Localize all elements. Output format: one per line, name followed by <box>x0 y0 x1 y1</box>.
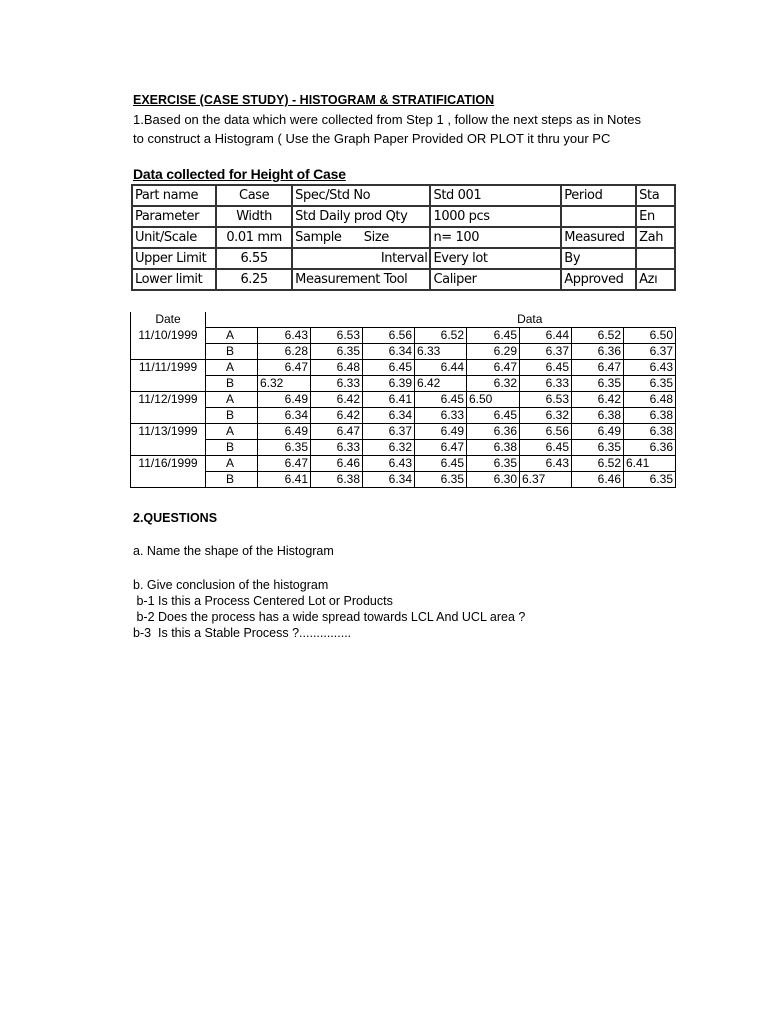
date-header: Date <box>131 312 206 328</box>
date-cell: 11/16/1999 <box>131 456 206 472</box>
value-cell: 6.43 <box>520 456 572 472</box>
value-cell: 6.30 <box>467 472 520 488</box>
value-cell: 6.43 <box>258 328 311 344</box>
info-cell: Caliper <box>430 269 561 290</box>
value-cell: 6.35 <box>311 344 363 360</box>
info-cell: Sample <box>292 227 362 248</box>
value-cell: 6.28 <box>258 344 311 360</box>
info-cell: Upper Limit <box>132 248 216 269</box>
value-cell: 6.45 <box>520 440 572 456</box>
info-cell: n= 100 <box>430 227 561 248</box>
value-cell: 6.50 <box>467 392 520 408</box>
value-cell: 6.32 <box>363 440 415 456</box>
table-row <box>131 328 676 344</box>
info-table-container <box>131 184 676 302</box>
info-cell: Size <box>362 227 431 248</box>
value-cell: 6.36 <box>467 424 520 440</box>
shift-cell: B <box>206 440 258 456</box>
info-cell: Period <box>561 185 636 206</box>
value-cell: 6.34 <box>363 408 415 424</box>
value-cell: 6.37 <box>520 472 572 488</box>
shift-cell: A <box>206 392 258 408</box>
value-cell: 6.41 <box>363 392 415 408</box>
info-cell: Sta <box>636 185 675 206</box>
question-b: b. Give conclusion of the histogram <box>133 578 329 592</box>
shift-cell: B <box>206 376 258 392</box>
info-cell: Lower limit <box>132 269 216 290</box>
value-cell: 6.29 <box>467 344 520 360</box>
value-cell: 6.56 <box>520 424 572 440</box>
shift-cell: A <box>206 456 258 472</box>
value-cell: 6.32 <box>258 376 311 392</box>
table-row <box>131 424 676 440</box>
question-b2: b-2 Does the process has a wide spread towards LCL And UCL area ? <box>133 610 526 624</box>
value-cell: 6.32 <box>467 376 520 392</box>
shift-cell: A <box>206 424 258 440</box>
shift-cell: B <box>206 408 258 424</box>
value-cell: 6.45 <box>415 392 467 408</box>
value-cell: 6.44 <box>520 328 572 344</box>
question-a: a. Name the shape of the Histogram <box>133 544 334 558</box>
value-cell: 6.44 <box>415 360 467 376</box>
value-cell: 6.45 <box>467 408 520 424</box>
value-cell: 6.49 <box>415 424 467 440</box>
info-cell: Zah <box>636 227 675 248</box>
question-b-block <box>133 577 525 641</box>
value-cell: 6.35 <box>415 472 467 488</box>
shift-cell: B <box>206 472 258 488</box>
value-cell: 6.33 <box>415 344 467 360</box>
info-cell: Case <box>216 185 292 206</box>
table-row <box>131 408 676 424</box>
date-cell <box>131 408 206 424</box>
value-cell: 6.38 <box>624 408 676 424</box>
value-cell: 6.47 <box>258 360 311 376</box>
data-table <box>130 312 676 488</box>
table-row <box>131 392 676 408</box>
info-row <box>132 227 675 248</box>
date-cell: 11/12/1999 <box>131 392 206 408</box>
value-cell: 6.49 <box>572 424 624 440</box>
info-row <box>132 248 675 269</box>
value-cell: 6.36 <box>572 344 624 360</box>
value-cell: 6.35 <box>572 376 624 392</box>
info-cell: Measurement Tool <box>292 269 430 290</box>
question-b3: b-3 Is this a Stable Process ?............... <box>133 626 352 640</box>
table-row <box>131 456 676 472</box>
value-cell: 6.35 <box>572 440 624 456</box>
data-table-container <box>130 312 676 488</box>
value-cell: 6.49 <box>258 424 311 440</box>
value-cell: 6.33 <box>311 440 363 456</box>
value-cell: 6.52 <box>572 456 624 472</box>
value-cell: 6.38 <box>467 440 520 456</box>
info-cell: Parameter <box>132 206 216 227</box>
info-cell: Unit/Scale <box>132 227 216 248</box>
info-cell: Width <box>216 206 292 227</box>
value-cell: 6.32 <box>520 408 572 424</box>
value-cell: 6.34 <box>363 344 415 360</box>
info-cell: Std Daily prod Qty <box>292 206 430 227</box>
value-cell: 6.50 <box>624 328 676 344</box>
value-cell: 6.33 <box>311 376 363 392</box>
data-header: Data <box>517 312 543 326</box>
info-cell: Spec/Std No <box>292 185 430 206</box>
value-cell: 6.47 <box>467 360 520 376</box>
value-cell: 6.33 <box>520 376 572 392</box>
table-row <box>131 376 676 392</box>
info-cell: Azı <box>636 269 675 290</box>
value-cell: 6.53 <box>311 328 363 344</box>
info-row <box>132 269 675 290</box>
value-cell: 6.53 <box>520 392 572 408</box>
info-cell: Approved <box>561 269 636 290</box>
info-cell: Every lot <box>430 248 561 269</box>
value-cell: 6.41 <box>258 472 311 488</box>
value-cell: 6.49 <box>258 392 311 408</box>
value-cell: 6.45 <box>520 360 572 376</box>
intro-line: 1.Based on the data which were collected from Step 1 , follow the next steps as in Notes <box>133 112 642 127</box>
data-header-row <box>131 312 676 328</box>
value-cell: 6.37 <box>520 344 572 360</box>
value-cell: 6.37 <box>363 424 415 440</box>
table-row <box>131 344 676 360</box>
info-cell <box>292 248 362 269</box>
value-cell: 6.41 <box>624 456 676 472</box>
questions-heading: 2.QUESTIONS <box>133 511 218 525</box>
info-cell: By <box>561 248 636 269</box>
date-cell: 11/10/1999 <box>131 328 206 344</box>
info-cell: Interval <box>362 248 431 269</box>
value-cell: 6.47 <box>415 440 467 456</box>
value-cell: 6.48 <box>624 392 676 408</box>
value-cell: 6.39 <box>363 376 415 392</box>
info-cell: Std 001 <box>430 185 561 206</box>
value-cell: 6.47 <box>572 360 624 376</box>
value-cell: 6.42 <box>415 376 467 392</box>
info-cell <box>561 206 636 227</box>
info-cell: 6.25 <box>216 269 292 290</box>
value-cell: 6.45 <box>415 456 467 472</box>
shift-cell: A <box>206 360 258 376</box>
value-cell: 6.34 <box>258 408 311 424</box>
question-b1: b-1 Is this a Process Centered Lot or Products <box>133 594 393 608</box>
value-cell: 6.42 <box>572 392 624 408</box>
value-cell: 6.46 <box>572 472 624 488</box>
shift-cell: B <box>206 344 258 360</box>
date-cell <box>131 344 206 360</box>
value-cell: 6.36 <box>624 440 676 456</box>
info-cell: 6.55 <box>216 248 292 269</box>
value-cell: 6.56 <box>363 328 415 344</box>
info-cell: 0.01 mm <box>216 227 292 248</box>
date-cell <box>131 472 206 488</box>
value-cell: 6.38 <box>624 424 676 440</box>
info-cell: Measured <box>561 227 636 248</box>
value-cell: 6.35 <box>258 440 311 456</box>
value-cell: 6.37 <box>624 344 676 360</box>
value-cell: 6.42 <box>311 392 363 408</box>
value-cell: 6.38 <box>311 472 363 488</box>
info-cell: Part name <box>132 185 216 206</box>
value-cell: 6.52 <box>572 328 624 344</box>
value-cell: 6.35 <box>624 472 676 488</box>
info-cell: 1000 pcs <box>430 206 561 227</box>
value-cell: 6.38 <box>572 408 624 424</box>
info-table-title: Data collected for Height of Case <box>133 166 346 182</box>
intro-text <box>133 110 641 148</box>
value-cell: 6.35 <box>624 376 676 392</box>
date-cell <box>131 376 206 392</box>
info-table <box>131 184 676 291</box>
shift-cell: A <box>206 328 258 344</box>
value-cell: 6.47 <box>258 456 311 472</box>
info-cell <box>636 248 675 269</box>
info-row <box>132 185 675 206</box>
date-cell <box>131 440 206 456</box>
table-row <box>131 360 676 376</box>
value-cell: 6.48 <box>311 360 363 376</box>
info-cell: En <box>636 206 675 227</box>
value-cell: 6.46 <box>311 456 363 472</box>
value-cell: 6.33 <box>415 408 467 424</box>
date-cell: 11/11/1999 <box>131 360 206 376</box>
value-cell: 6.43 <box>363 456 415 472</box>
table-row <box>131 472 676 488</box>
value-cell: 6.42 <box>311 408 363 424</box>
value-cell: 6.52 <box>415 328 467 344</box>
value-cell: 6.35 <box>467 456 520 472</box>
value-cell: 6.34 <box>363 472 415 488</box>
value-cell: 6.43 <box>624 360 676 376</box>
value-cell: 6.45 <box>363 360 415 376</box>
value-cell: 6.47 <box>311 424 363 440</box>
info-row <box>132 206 675 227</box>
date-cell: 11/13/1999 <box>131 424 206 440</box>
value-cell: 6.45 <box>467 328 520 344</box>
exercise-title: EXERCISE (CASE STUDY) - HISTOGRAM & STRATIFICATION <box>133 93 495 107</box>
intro-line: to construct a Histogram ( Use the Graph Paper Provided OR PLOT it thru your PC <box>133 131 611 146</box>
table-row <box>131 440 676 456</box>
